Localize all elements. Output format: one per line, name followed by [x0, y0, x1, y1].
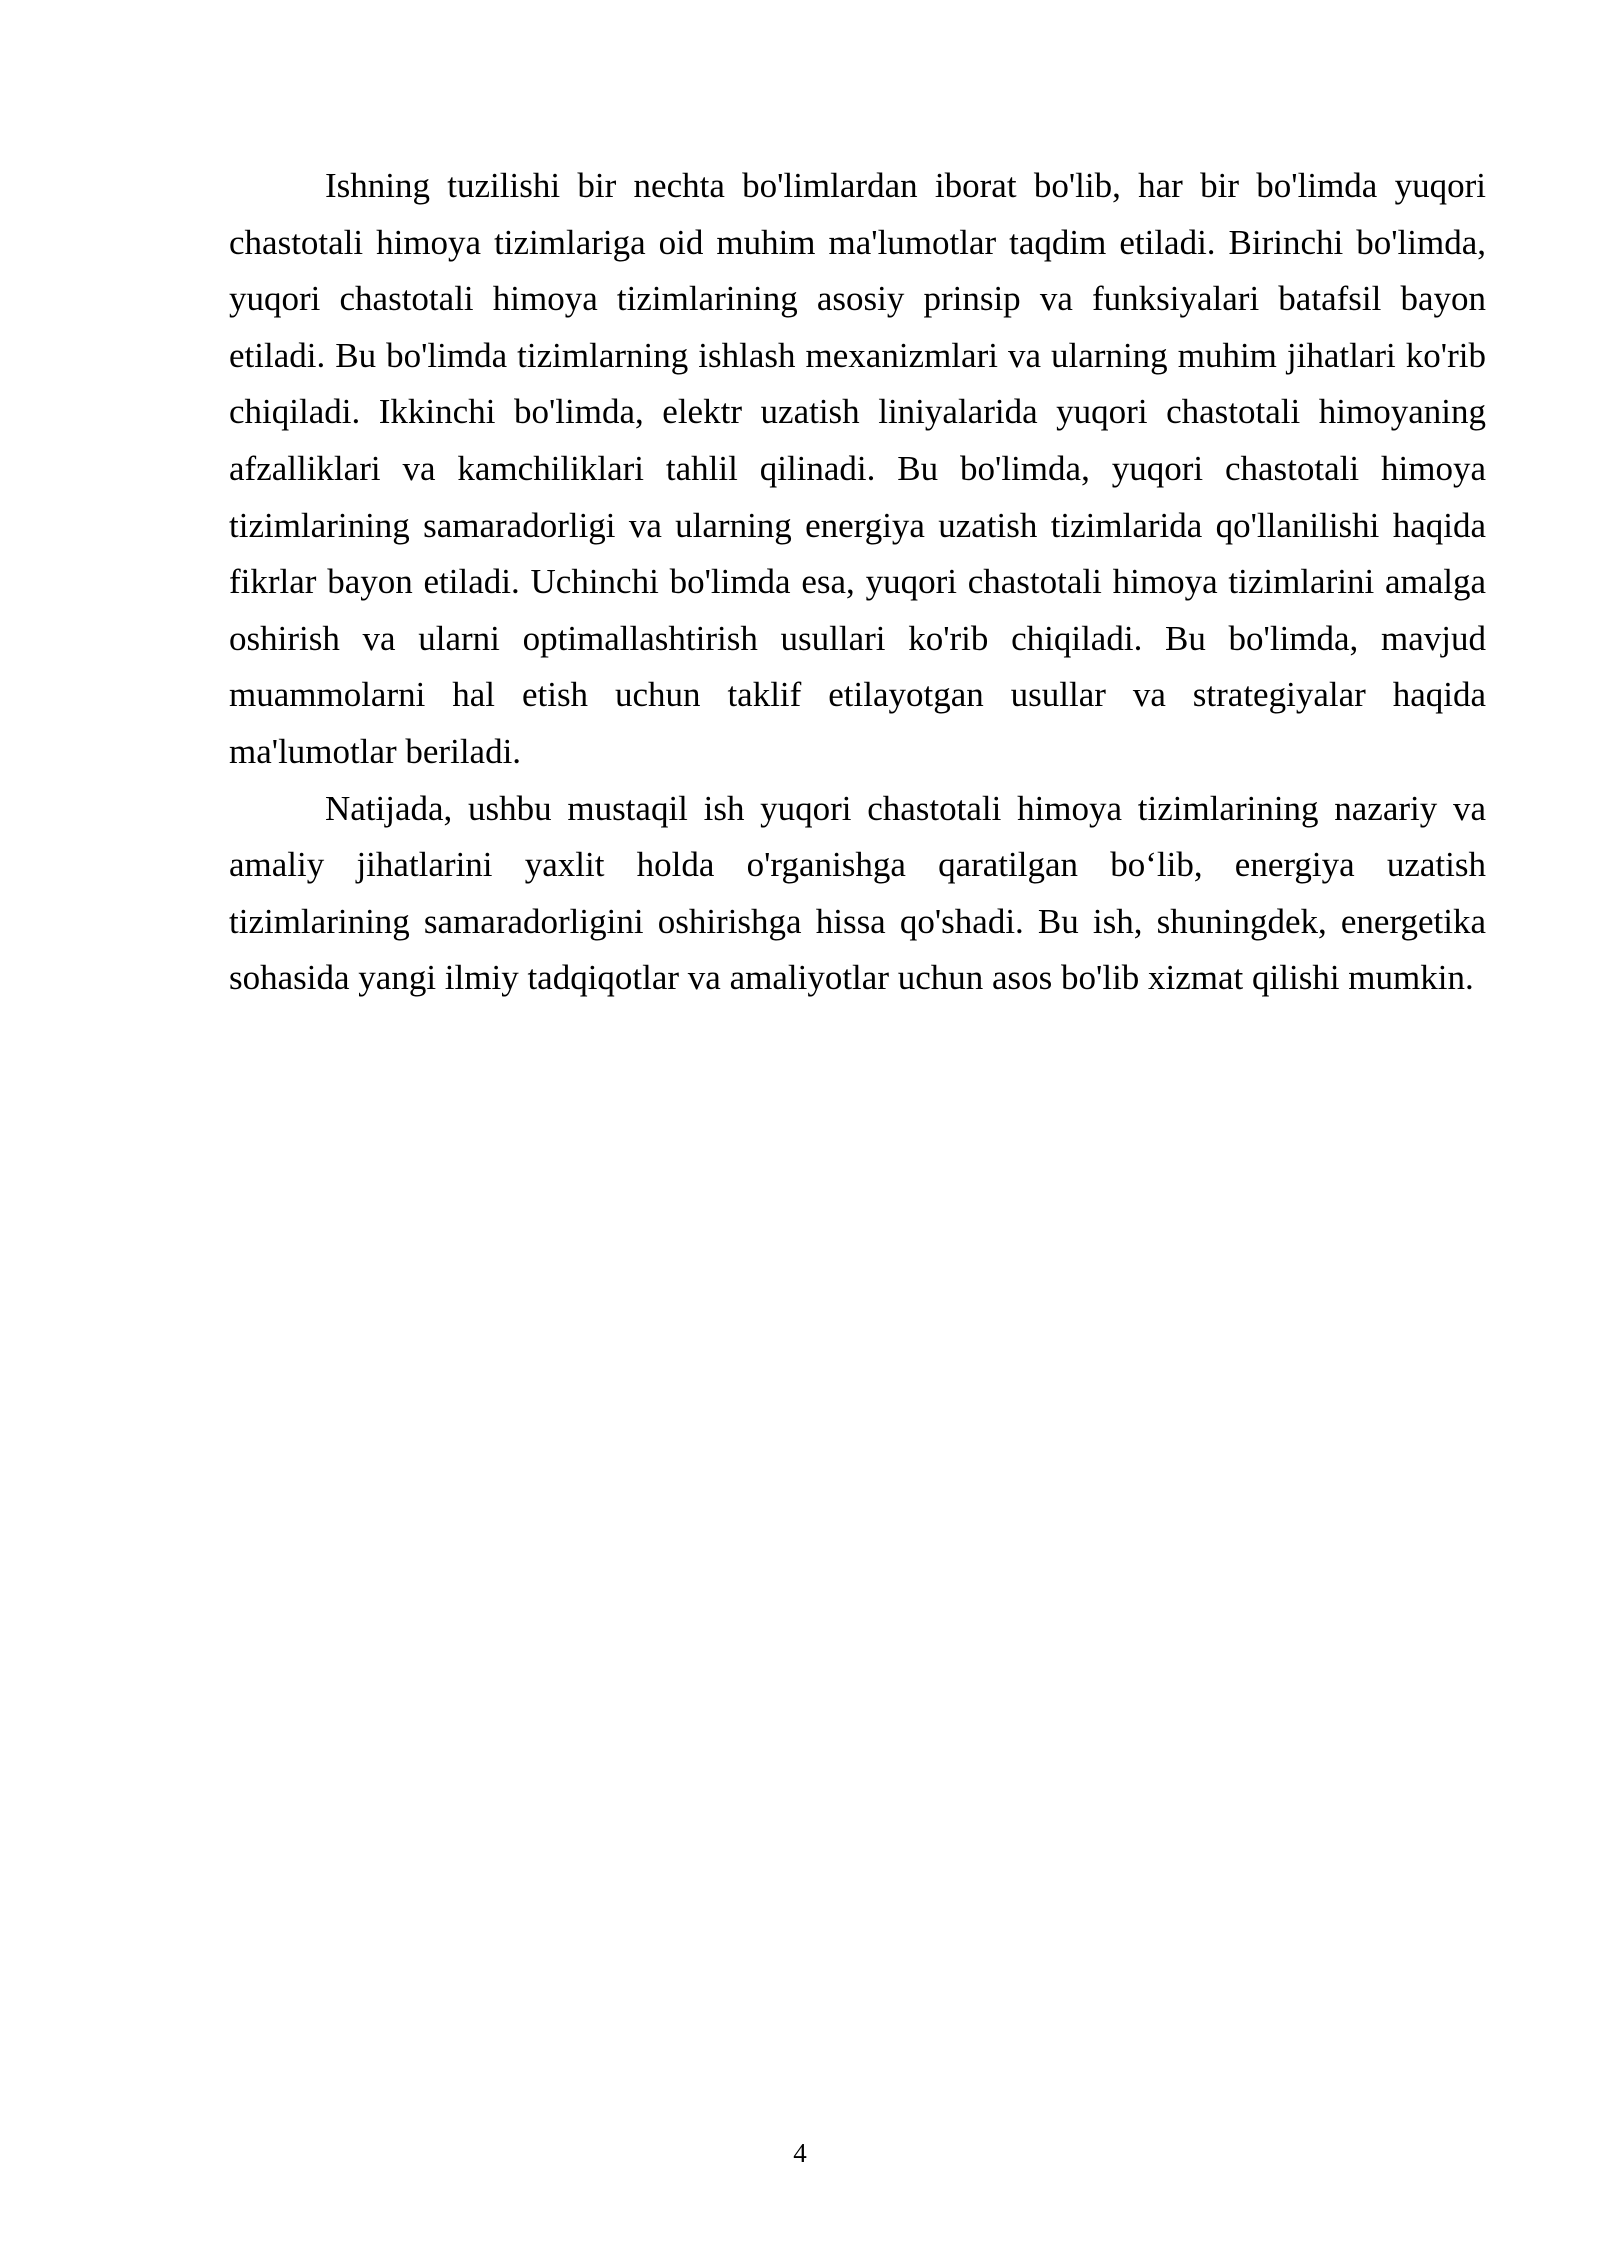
paragraph-conclusion: Natijada, ushbu mustaqil ish yuqori chastotali himoya tizimlarining nazariy va amaliy jihatlarini yaxlit holda o'rganishga qaratilgan bo‘lib, energiya uzatish tizimlarining samaradorligini oshirishga hissa qo'shadi. Bu ish, shuningdek, energetika sohasida yangi ilmiy tadqiqotlar va amaliyotlar uchun asos bo'lib xizmat qilishi mumkin. — [229, 788, 1486, 998]
page-number: 4 — [793, 2138, 807, 2168]
paragraph-structure: Ishning tuzilishi bir nechta bo'limlardan iborat bo'lib, har bir bo'limda yuqori chastotali himoya tizimlariga oid muhim ma'lumotlar taqdim etiladi. Birinchi bo'limda, yuqori chastotali himoya tizimlarining asosiy prinsip va funksiyalari batafsil bayon etiladi. Bu bo'limda tizimlarning ishlash mexanizmlari va ularning muhim jihatlari ko'rib chiqiladi. Ikkinchi bo'limda, elektr uzatish liniyalarida yuqori chastotali himoyaning afzalliklari va kamchiliklari tahlil qilinadi. Bu bo'limda, yuqori chastotali himoya tizimlarining samaradorligi va ularning energiya uzatish tizimlarida qo'llanilishi haqida fikrlar bayon etiladi. Uchinchi bo'limda esa, yuqori chastotali himoya tizimlarini amalga oshirish va ularni optimallashtirish usullari ko'rib chiqiladi. Bu bo'limda, mavjud muammolarni hal etish uchun taklif etilayotgan usullar va strategiyalar haqida ma'lumotlar beriladi. — [229, 166, 1486, 771]
body-text — [229, 158, 1486, 1007]
